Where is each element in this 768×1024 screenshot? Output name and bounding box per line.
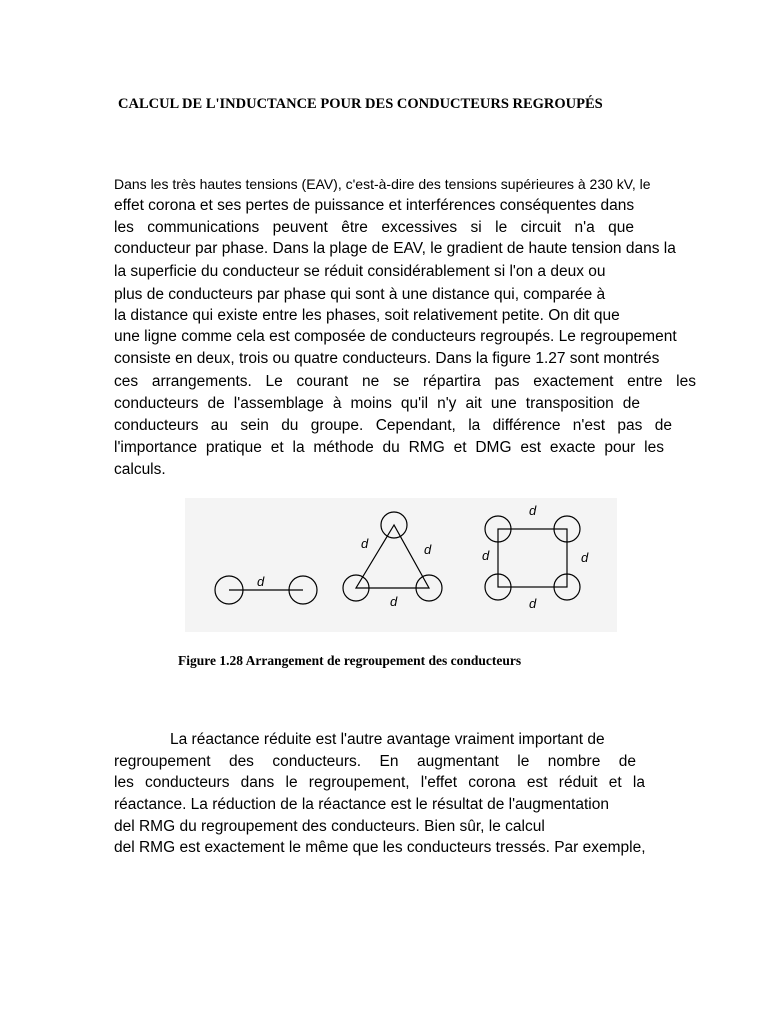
text-line: effet corona et ses pertes de puissance et interférences conséquentes dans [114,197,635,214]
text-line: ces arrangements. Le courant ne se répartira pas exactement entre les [114,373,696,390]
text-line: la superficie du conducteur se réduit considérablement si l'on a deux ou [114,263,606,280]
text-line: plus de conducteurs par phase qui sont à une distance qui, comparée à [114,286,606,303]
text-line: consiste en deux, trois ou quatre conducteurs. Dans la figure 1.27 sont montrés [114,350,660,367]
text-line: réactance. La réduction de la réactance est le résultat de l'augmentation [114,796,609,813]
distance-label: d [361,536,369,551]
distance-label: d [529,596,537,611]
text-line: les conducteurs dans le regroupement, l'effet corona est réduit et la [114,774,645,791]
text-line: conducteur par phase. Dans la plage de EAV, le gradient de haute tension dans la [114,240,676,257]
text-line: del RMG est exactement le même que les conducteurs tressés. Par exemple, [114,839,646,856]
text-line: les communications peuvent être excessives si le circuit n'a que [114,219,634,236]
distance-label: d [390,594,398,609]
page-title: CALCUL DE L'INDUCTANCE POUR DES CONDUCTEURS REGROUPÉS [118,96,603,112]
text-line: conducteurs de l'assemblage à moins qu'il n'y ait une transposition de [114,395,640,412]
distance-label: d [581,550,589,565]
figure-caption: Figure 1.28 Arrangement de regroupement des conducteurs [178,653,522,668]
text-line: calculs. [114,461,166,478]
text-line: une ligne comme cela est composée de conducteurs regroupés. Le regroupement [114,328,677,345]
text-line: la distance qui existe entre les phases, soit relativement petite. On dit que [114,307,620,324]
distance-label: d [424,542,432,557]
bundle-arrangements-diagram [185,498,617,632]
text-line: del RMG du regroupement des conducteurs. Bien sûr, le calcul [114,818,545,835]
text-line: La réactance réduite est l'autre avantage vraiment important de [170,731,605,748]
distance-label: d [482,548,490,563]
text-line: conducteurs au sein du groupe. Cependant, la différence n'est pas de [114,417,672,434]
distance-label: d [529,503,537,518]
text-line: l'importance pratique et la méthode du RMG et DMG est exacte pour les [114,439,664,456]
spacing-triangle [356,525,429,588]
text-line: regroupement des conducteurs. En augmentant le nombre de [114,753,636,770]
conductor-bundle-figure [185,498,617,632]
text-line: Dans les très hautes tensions (EAV), c'est-à-dire des tensions supérieures à 230 kV, le [114,176,651,192]
distance-label: d [257,574,265,589]
